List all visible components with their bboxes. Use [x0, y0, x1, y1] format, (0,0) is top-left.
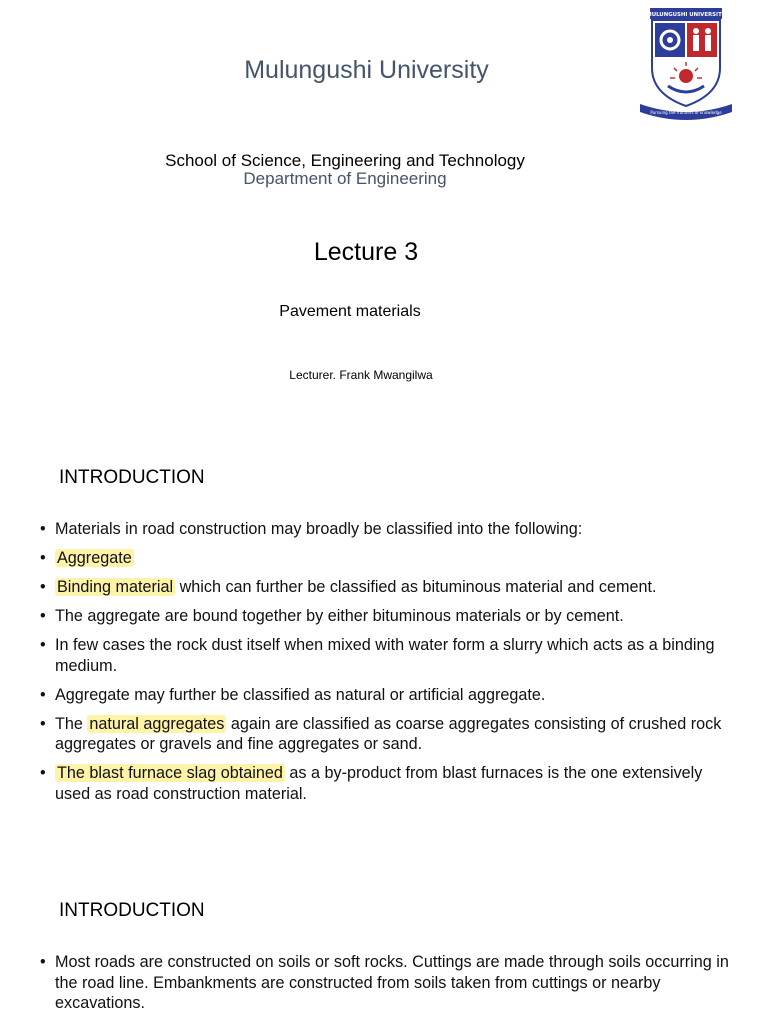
department-name: Department of Engineering — [243, 169, 447, 188]
bullet-item — [40, 606, 730, 627]
lecture-number: Lecture 3 — [313, 238, 419, 266]
bullet-item — [40, 635, 730, 676]
bullet-text: In few cases the rock dust itself when mixed with water form a slurry which acts as a binding medium. — [55, 636, 715, 675]
lecture-topic: Pavement materials — [279, 303, 421, 320]
bullet-text: Most roads are constructed on soils or soft rocks. Cuttings are made through soils occurring in the road line. Embankments are constructed from soils taken from cuttings or nearby excavations. — [55, 953, 729, 1012]
bullet-item — [40, 577, 730, 598]
bullet-list — [40, 952, 730, 1022]
bullet-item — [40, 952, 730, 1014]
bullet-item — [40, 519, 730, 540]
university-logo — [638, 6, 734, 122]
introduction-slide-2 — [0, 860, 768, 1024]
introduction-slide-1 — [0, 440, 768, 860]
highlighted-text: Binding material — [57, 578, 174, 596]
svg-text:MULUNGUSHI UNIVERSITY: MULUNGUSHI UNIVERSITY — [646, 12, 726, 18]
svg-text:Pursuing the frontiers of know: Pursuing the frontiers of knowledge — [650, 110, 722, 115]
bullet-text: again are classified as coarse aggregates consisting of crushed rock aggregates or gravels and fine aggregates or sand. — [55, 714, 722, 753]
bullet-item — [40, 685, 730, 706]
slide-heading: INTRODUCTION — [59, 467, 205, 488]
slide-heading: INTRODUCTION — [59, 900, 205, 921]
highlighted-text: The blast furnace slag obtained — [57, 764, 283, 782]
bullet-list — [40, 519, 730, 813]
highlighted-text: natural aggregates — [89, 714, 225, 733]
title-slide — [0, 0, 768, 440]
bullet-text: as a by-product from blast furnaces is the one extensively used as road construction material. — [55, 764, 703, 803]
lecturer-name: Lecturer. Frank Mwangilwa — [289, 368, 433, 382]
bullet-text: The aggregate are bound together by either bituminous materials or by cement. — [55, 607, 624, 625]
bullet-text: The — [55, 714, 88, 733]
bullet-text: Aggregate may further be classified as natural or artificial aggregate. — [55, 685, 546, 704]
university-name: Mulungushi University — [244, 56, 489, 84]
school-name: School of Science, Engineering and Technology — [165, 151, 525, 170]
bullet-text: which can further be classified as bituminous material and cement. — [175, 578, 657, 596]
highlighted-text: Aggregate — [57, 549, 132, 567]
bullet-item — [40, 714, 730, 755]
bullet-item — [40, 548, 730, 569]
bullet-text: Materials in road construction may broadly be classified into the following: — [55, 520, 583, 538]
bullet-item — [40, 763, 730, 804]
